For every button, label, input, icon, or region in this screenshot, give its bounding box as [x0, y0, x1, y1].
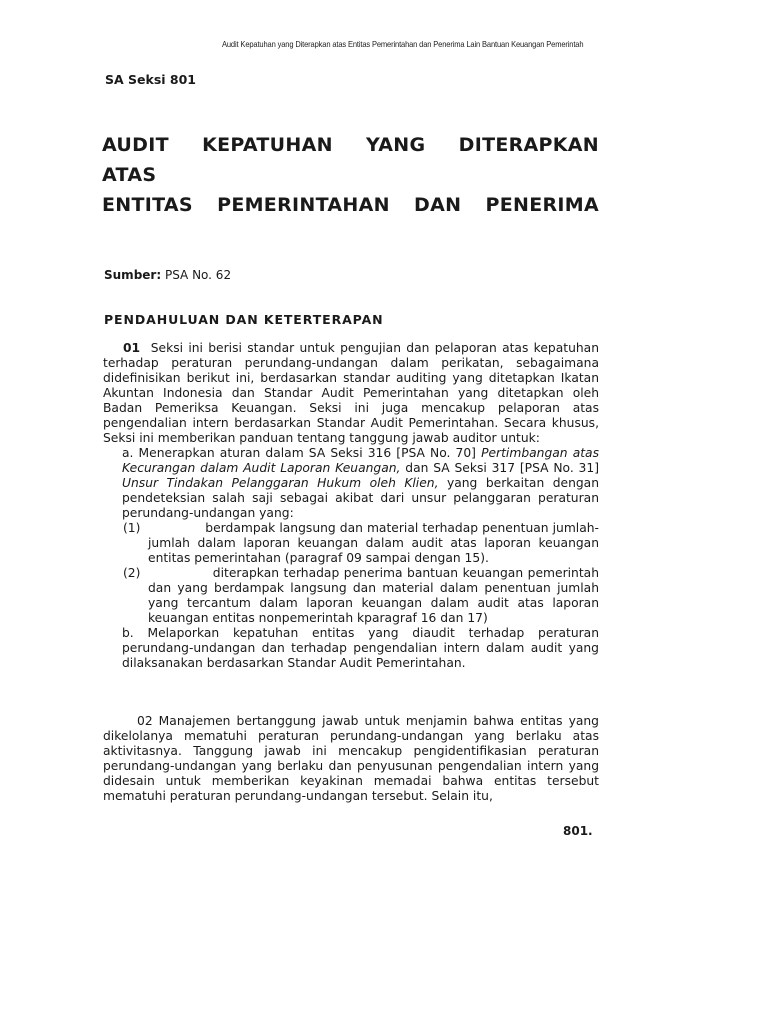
- title-word: PENERIMA: [485, 194, 599, 216]
- source-line: [104, 268, 231, 282]
- paragraph-02: [103, 714, 599, 809]
- page-number: 801.: [563, 824, 593, 838]
- document-title: [102, 130, 599, 220]
- list-item-a: [103, 446, 599, 521]
- list-item-b: b. Melaporkan kepatuhan entitas yang diaudit terhadap peraturan perundang-undangan dan terhadap pengendalian intern dalam audit yang dilaksanakan berdasarkan Standar Audit Pemerintahan.: [122, 626, 599, 670]
- paragraph-number: 01: [123, 341, 141, 355]
- section-heading: PENDAHULUAN DAN KETERTERAPAN: [104, 312, 384, 327]
- item-italic: Pertimbangan atas Kecurangan dalam Audit Laporan Keuangan,: [122, 446, 599, 475]
- title-word: PEMERINTAHAN: [217, 194, 390, 216]
- sub-item-1: (1) berdampak langsung dan material terhadap penentuan jumlah-jumlah dalam laporan keuangan dalam audit atas laporan keuangan entitas pemerintahan (paragraf 09 sampai dengan 15).: [123, 521, 599, 565]
- title-word: KEPATUHAN: [202, 134, 333, 156]
- source-label: Sumber:: [104, 268, 162, 282]
- item-italic: Unsur Tindakan Pelanggaran Hukum oleh Klien,: [122, 476, 439, 490]
- paragraph-01: [103, 341, 599, 671]
- section-label: SA Seksi 801: [105, 72, 196, 87]
- item-text: dan SA Seksi 317 [PSA No. 31]: [400, 461, 599, 475]
- title-line-3: [102, 190, 599, 220]
- title-word: YANG: [366, 134, 426, 156]
- source-value: PSA No. 62: [164, 268, 232, 282]
- item-text: yang berkaitan dengan pendeteksian salah saji sebagai akibat dari unsur pelanggaran peraturan perundang-undangan yang:: [122, 476, 600, 520]
- sub-item-2: (2) diterapkan terhadap penerima bantuan keuangan pemerintah dan yang berdampak langsung dan material dalam penentuan jumlah yang tercantum dalam laporan keuangan dalam audit atas laporan keuangan entitas nonpemerintah kparagraf 16 dan 17): [123, 566, 599, 625]
- title-line-1: [102, 130, 599, 160]
- paragraph-01-text: [103, 341, 599, 446]
- title-line-2: ATAS: [102, 164, 157, 186]
- title-word: ENTITAS: [102, 194, 193, 216]
- paragraph-02-text: 02 Manajemen bertanggung jawab untuk menjamin bahwa entitas yang dikelolanya mematuhi peraturan perundang-undangan yang berlaku atas aktivitasnya. Tanggung jawab ini mencakup pengidentifikasian peraturan perundang-undangan yang berlaku dan penyusunan pengendalian intern yang didesain untuk memberikan keyakinan memadai bahwa entitas tersebut mematuhi peraturan perundang-undangan tersebut. Selain itu,: [103, 714, 599, 803]
- title-word: DAN: [414, 194, 462, 216]
- running-header: Audit Kepatuhan yang Diterapkan atas Entitas Pemerintahan dan Penerima Lain Bantuan Keuangan Pemerintah: [222, 40, 584, 49]
- title-word: DITERAPKAN: [458, 134, 599, 156]
- title-word: AUDIT: [102, 134, 169, 156]
- item-text: a. Menerapkan aturan dalam SA Seksi 316 [PSA No. 70]: [122, 446, 482, 460]
- paragraph-body: Seksi ini berisi standar untuk pengujian dan pelaporan atas kepatuhan terhadap peraturan perundang-undangan dalam perikatan, sebagaimana didefinisikan berikut ini, berdasarkan standar auditing yang ditetapkan Ikatan Akuntan Indonesia dan Standar Audit Pemerintahan yang ditetapkan oleh Badan Pemeriksa Keuangan. Seksi ini juga mencakup pelaporan atas pengendalian intern berdasarkan Standar Audit Pemerintahan. Secara khusus, Seksi ini memberikan panduan tentang tanggung jawab auditor untuk:: [103, 341, 599, 445]
